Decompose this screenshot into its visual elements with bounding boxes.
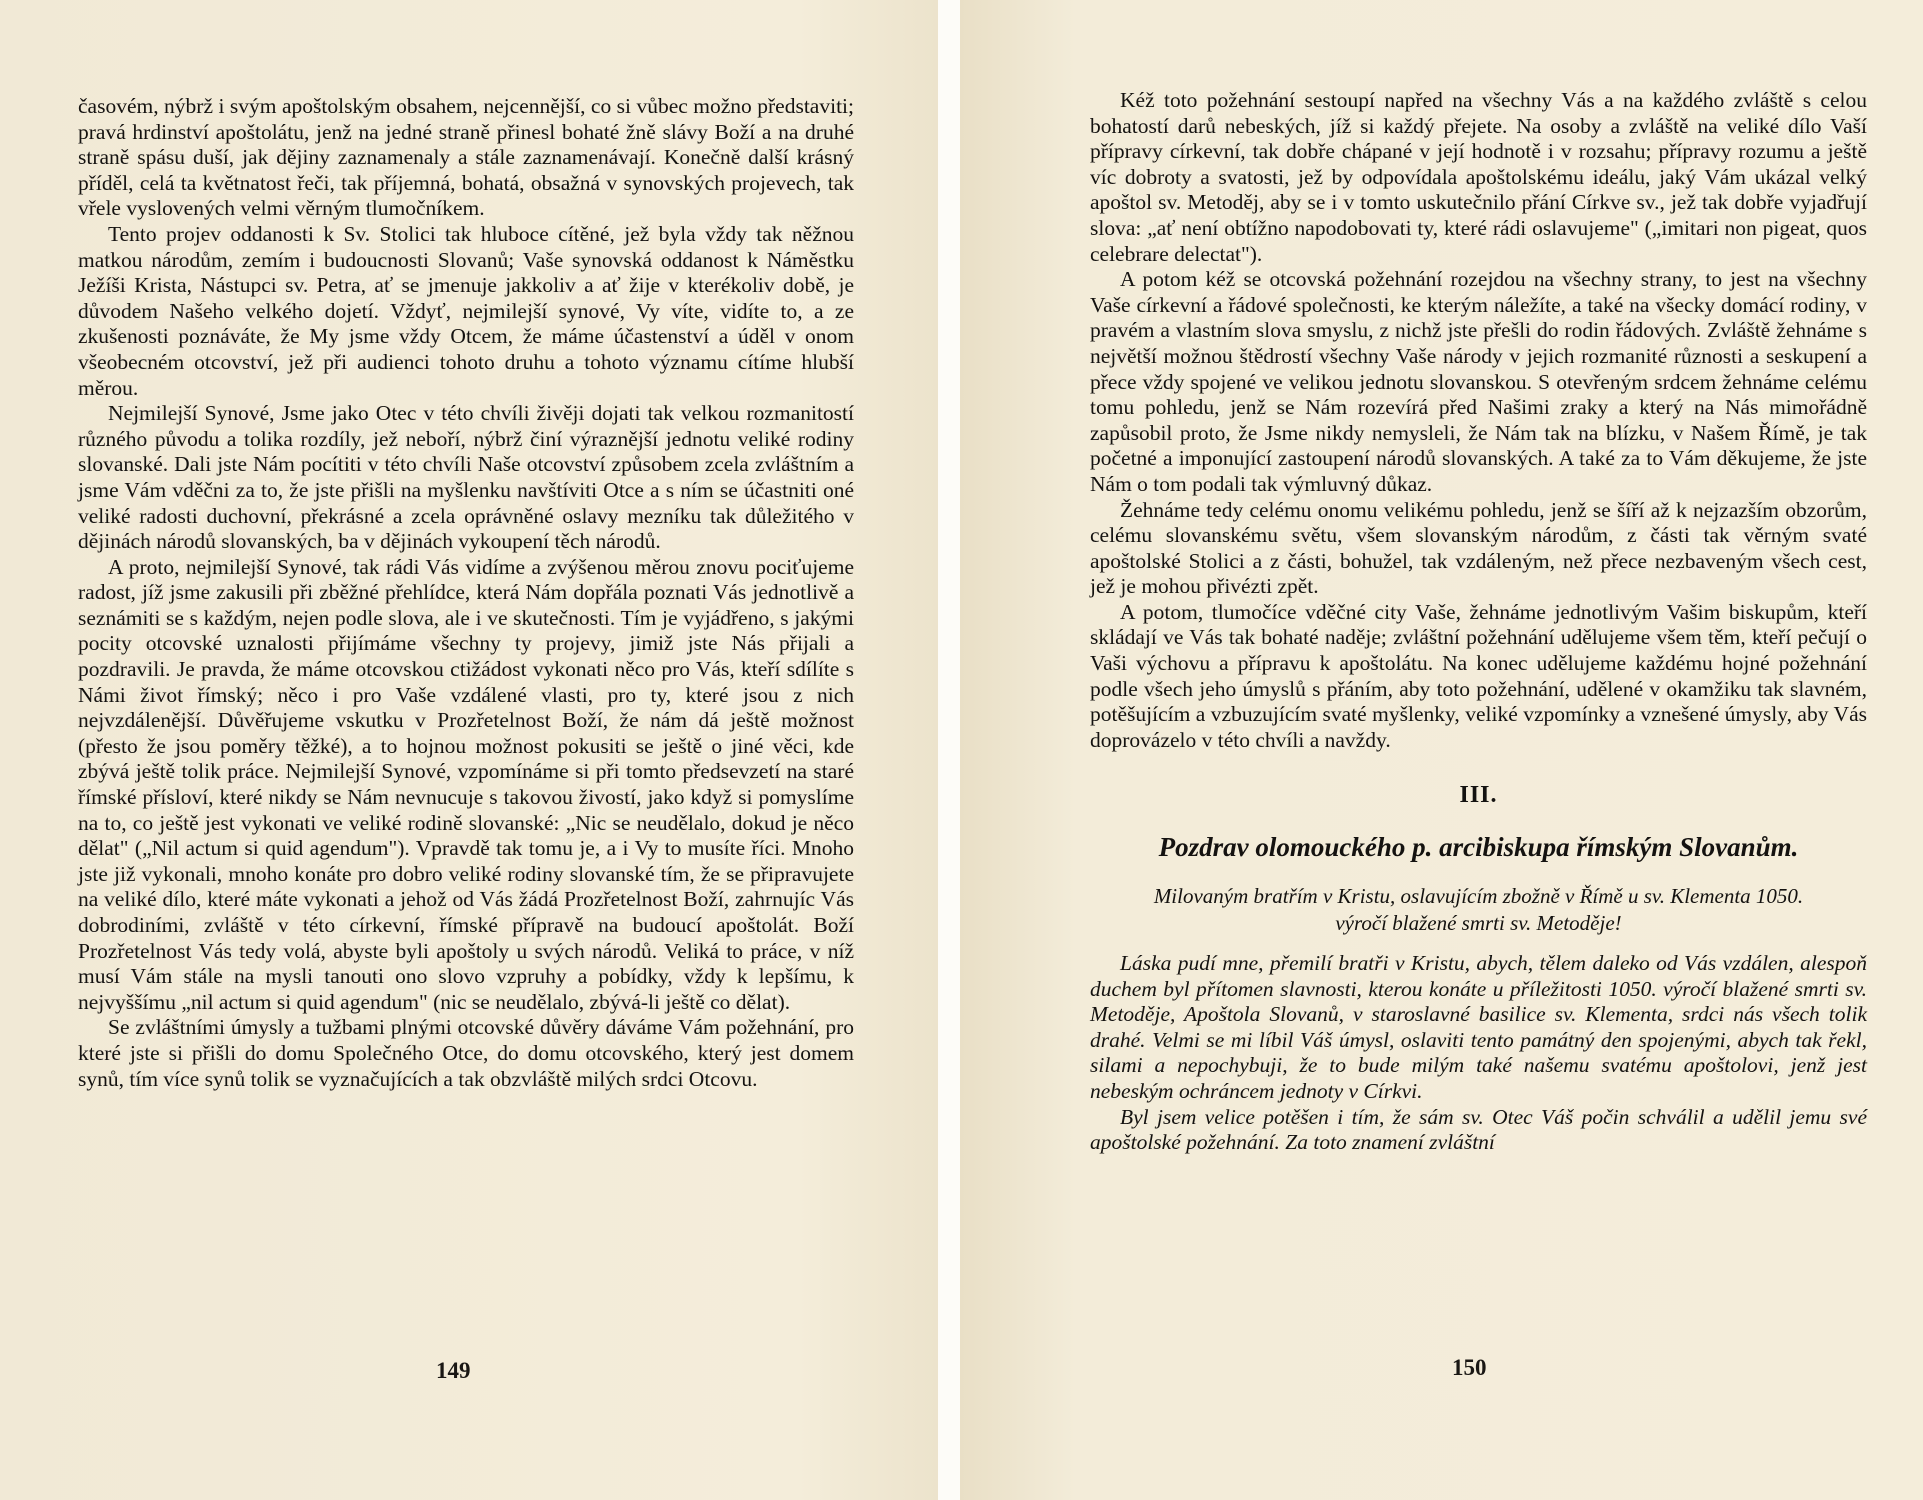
paragraph: časovém, nýbrž i svým apoštolským obsahem, nejcennější, co si vůbec možno představiti; pravá hrdinství apoštolátu, jenž na jedné straně přinesl bohaté žně slávy Boží a na druhé straně spásu duší, jak dějiny zaznamenaly a stále zaznamenávají. Konečně další krásný příděl, celá ta květnatost řeči, tak příjemná, bohatá, obsažná v synovských projevech, tak vřele vyslovených velmi věrným tlumočníkem. bbox=[78, 94, 854, 221]
paragraph: A potom kéž se otcovská požehnání rozejdou na všechny strany, to jest na všechny Vaše církevní a řádové společnosti, ke kterým náležíte, a také na všecky domácí rodiny, v pravém a vlastním slova smyslu, z nichž jste přešli do rodin řádových. Zvláště žehnáme s největší možnou štědrostí všechny Vaše národy v jejich rozmanité různosti a seskupení a přece vždy spojené ve velikou jednotu slovanskou. S otevřeným srdcem žehnáme celému tomu pohledu, jenž se Nám rozevírá před Našimi zraky a který na Nás mimořádně zapůsobil proto, že Jsme nikdy nemysleli, že Nám tak na blízku, v Našem Římě, je tak početné a imponující zastoupení národů slovanských. A také za to Vám děkujeme, že jste Nám o tom podali tak výmluvný důkaz. bbox=[1090, 267, 1867, 496]
paragraph: A potom, tlumočíce vděčné city Vaše, žehnáme jednotlivým Vašim biskupům, kteří skládají ve Vás tak bohaté naděje; zvláštní požehnání udělujeme všem těm, kteří pečují o Vaši výchovu a přípravu k apoštolátu. Na konec udělujeme každému hojné požehnání podle všech jeho úmyslů s přáním, aby toto požehnání, udělené v okamžiku tak slavném, potěšujícím a vzbuzujícím svaté myšlenky, veliké vzpomínky a vznešené úmysly, aby Vás doprovázelo v této chvíli a navždy. bbox=[1090, 599, 1867, 752]
paragraph: Se zvláštními úmysly a tužbami plnými otcovské důvěry dáváme Vám požehnání, pro které jste si přišli do domu Společného Otce, do domu otcovského, který jest domem synů, tím více synů tolik se vyznačujících a tak obzvláště milých srdci Otcovu. bbox=[78, 1015, 854, 1091]
paragraph: A proto, nejmilejší Synové, tak rádi Vás vidíme a zvýšenou měrou znovu pociťujeme radost, jíž jsme zakusili při zběžné přehlídce, která Nám dopřála poznati Vás jednotlivě a seznámiti se s každým, nejen podle slova, ale i ve skutečnosti. Tím je vyjádřeno, s jakými pocity otcovské uznalosti přijímáme všechny ty projevy, jimiž jste Nás přijali a pozdravili. Je pravda, že máme otcovskou ctižádost vykonati něco pro Vás, kteří sdílíte s Námi život římský; něco i pro Vaše vzdálené vlasti, pro ty, které jsou z nich nejvzdálenější. Důvěřujeme vskutku v Prozřetelnost Boží, že nám dá ještě možnost (přesto že jsou poměry těžké), a to hojnou možnost pokusiti se ještě o jiné věci, kde zbývá ještě tolik práce. Nejmilejší Synové, vzpomínáme si při tomto předsevzetí na staré římské přísloví, které nikdy se Nám nevnucuje s takovou živostí, jako když si pomyslíme na to, co ještě jest vykonati ve veliké rodině slovanské: „Nic se neudělalo, dokud je něco dělat" („Nil actum si quid agendum"). Vpravdě tak tomu je, a i Vy to musíte říci. Mnoho jste již vykonali, mnoho konáte pro dobro veliké rodiny slovanské tím, že se připravujete na veliké dílo, které máte vykonati a jehož od Vás žádá Prozřetelnost Boží, zahrnujíc Vás dobrodiními, zvláště v této církevní, římské přípravě na budoucí apoštolát. Boží Prozřetelnost Vás tedy volá, abyste byli apoštoly u svých národů. Veliká to práce, v níž musí Vám stále na mysli tanouti ono slovo vzpruhy a pobídky, vždy k lepšímu, k nejvyššímu „nil actum si quid agendum" (nic se neudělalo, zbývá-li ještě co dělat). bbox=[78, 554, 854, 1014]
left-page bbox=[0, 0, 938, 1500]
book-gutter bbox=[938, 0, 960, 1500]
paragraph: Nejmilejší Synové, Jsme jako Otec v této chvíli živěji dojati tak velkou rozmanitostí různého původu a tolika rozdíly, jež neboří, nýbrž činí výraznější jednotu veliké rodiny slovanské. Dali jste Nám pocítiti v této chvíli Naše otcovství způsobem zcela zvláštním a jsme Vám vděčni za to, že jste přišli na myšlenku navštíviti Otce a s ním se účastniti oné veliké radosti duchovní, překrásné a zcela oprávněné oslavy mezníku tak důležitého v dějinách národů slovanských, ba v dějinách vykoupení těch národů. bbox=[78, 401, 854, 554]
section-number: III. bbox=[1459, 782, 1498, 809]
letter-body bbox=[1090, 951, 1867, 1156]
paragraph: Žehnáme tedy celému onomu velikému pohledu, jenž se šíří až k nejzazším obzorům, celému slovanskému světu, všem slovanským národům, z části tak věrným svaté apoštolské Stolici a z části, bohužel, tak vzdáleným, než přece nezbaveným všech cest, jež je mohou přivézti zpět. bbox=[1090, 497, 1867, 599]
paragraph: Kéž toto požehnání sestoupí napřed na všechny Vás a na každého zvláště s celou bohatostí darů nebeských, jíž si každý přejete. Na osoby a zvláště na veliké dílo Vaší přípravy církevní, tak dobře chápané v její hodnotě i v rozsahu; přípravy rozumu a ještě víc dobroty a svatosti, jež by odpovídala apoštolskému ideálu, jaký Vám ukázal velký apoštol sv. Metoděj, aby se i v tomto uskutečnilo přání Církve sv., jež tak dobře vyjadřují slova: „ať není obtížno napodobovati ty, které rádi oslavujeme" („imitari non pigeat, quos celebrare delectat"). bbox=[1090, 88, 1867, 266]
section-title: Pozdrav olomouckého p. arcibiskupa římským Slovanům. bbox=[1158, 832, 1799, 863]
paragraph: Láska pudí mne, přemilí bratři v Kristu, abych, tělem daleko od Vás vzdálen, alespoň duchem byl přítomen slavnosti, kterou konáte u příležitosti 1050. výročí blažené smrti sv. Metoděje, Apoštola Slovanů, v staroslavné basilice sv. Klementa, srdci nás všech tolik drahé. Velmi se mi líbil Váš úmysl, oslaviti tento památný den spojenými, abych tak řekl, silami a nepochybuji, že to bude milým také našemu svatému apoštolovi, jenž jest nebeským ochráncem jednoty v Církvi. bbox=[1090, 951, 1867, 1103]
page-number-right: 150 bbox=[1452, 1355, 1487, 1380]
dedication: Milovaným bratřím v Kristu, oslavujícím zbožně v Římě u sv. Klementa 1050. výročí blažené smrti sv. Metoděje! bbox=[1153, 884, 1804, 936]
right-page-text bbox=[1090, 88, 1867, 1156]
paragraph: Tento projev oddanosti k Sv. Stolici tak hluboce cítěné, jež byla vždy tak něžnou matkou národům, zemím i budoucnosti Slovanů; Vaše synovská oddanost k Náměstku Ježíši Krista, Nástupci sv. Petra, ať se jmenuje jakkoliv a ať žije v kterékoliv době, je důvodem Našeho velkého dojetí. Vždyť, nejmilejší synové, Vy víte, vidíte to, a ze zkušenosti poznáváte, že My jsme vždy Otcem, že máme účastenství a úděl v onom všeobecném otcovství, jež při audienci tohoto druhu a tohoto významu cítíme hlubší měrou. bbox=[78, 221, 854, 400]
page-number-left: 149 bbox=[436, 1358, 471, 1383]
paragraph: Byl jsem velice potěšen i tím, že sám sv. Otec Váš počin schválil a udělil jemu své apoštolské požehnání. Za toto znamení zvláštní bbox=[1090, 1104, 1867, 1155]
left-page-text bbox=[78, 94, 854, 1092]
